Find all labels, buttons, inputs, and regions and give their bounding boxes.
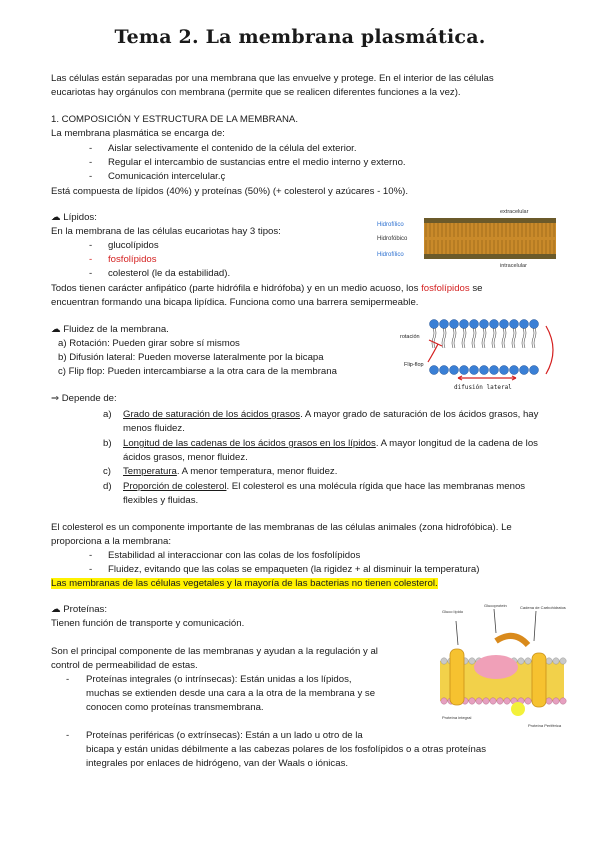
speaker-icon: ☁ (51, 212, 61, 223)
fluidity-item-rotation: a) Rotación: Pueden girar sobre sí mismos (58, 338, 240, 349)
mosaic-head (490, 698, 496, 704)
phospholipid-tail (512, 328, 516, 348)
speaker-icon: ☁ (51, 604, 61, 615)
phospholipid-head (480, 366, 489, 375)
phospholipid-head (490, 366, 499, 375)
mosaic-head (546, 698, 552, 704)
phospholipid-head (470, 320, 479, 329)
phospholipid-head (490, 320, 499, 329)
phospholipid-head (430, 366, 439, 375)
lipid-type-phospholipids: fosfolípidos (108, 254, 157, 265)
lipids-lead: En la membrana de las células eucariotas hay 3 tipos: (51, 226, 281, 237)
depends-marker-d: d) (103, 481, 112, 492)
peripheral-protein (511, 702, 525, 716)
bullet-dash: - (66, 674, 70, 685)
phospholipid-head (450, 320, 459, 329)
protein-top (496, 636, 528, 645)
cholesterol-highlight: Las membranas de las células vegetales y la mayoría de las bacterias no tienen colesterol. (51, 578, 438, 589)
bullet-dash: - (89, 157, 93, 168)
mosaic-head (560, 658, 566, 664)
mosaic-head (553, 658, 559, 664)
phospholipid-head (480, 320, 489, 329)
page-title: Tema 2. La membrana plasmática. (114, 26, 486, 48)
hidrofobico-label: Hidrofóbico (377, 236, 408, 242)
bullet-dash: - (89, 143, 93, 154)
extracelular-label: extracelular (500, 209, 529, 215)
intro-line-2: eucariotas hay orgánulos con membrana (permite que se realicen diferentes funciones a la vez). (51, 87, 461, 98)
phospholipid-head (440, 366, 449, 375)
protein-pink (474, 655, 518, 679)
integral-proteins-line-3: conocen como proteínas transmembrana. (86, 702, 264, 713)
mosaic-head (441, 698, 447, 704)
phospholipid-tail (532, 328, 536, 348)
bullet-dash: - (89, 268, 93, 279)
bilayer-heads-top (424, 218, 556, 223)
phospholipid-tail (502, 328, 506, 348)
phospholipid-head (510, 320, 519, 329)
hidrofilico-top-label: Hidrofílico (377, 222, 404, 228)
flipflop-label: Flip-flop (404, 362, 424, 368)
protein-integral-left (450, 649, 464, 705)
proteins-line-1: Tienen función de transporte y comunicación. (51, 618, 245, 629)
depends-item-length-cont: ácidos grasos, menor fluidez. (123, 452, 248, 463)
fluid-mosaic-figure (436, 601, 568, 731)
bullet-dash: - (89, 550, 93, 561)
cholesterol-line-2: proporciona a la membrana: (51, 536, 171, 547)
mosaic-head (525, 658, 531, 664)
phospholipid-tail (492, 328, 496, 348)
mosaic-head (441, 658, 447, 664)
phospholipid-tail (522, 328, 526, 348)
mosaic-head (525, 698, 531, 704)
composition-text: Está compuesta de lípidos (40%) y proteínas (50%) (+ colesterol y azúcares - 10%). (51, 186, 408, 197)
cholesterol-line-1: El colesterol es un componente importante de las membranas de las células animales (zona hidrofóbica). Le (51, 522, 512, 533)
membrane-functions-lead: La membrana plasmática se encarga de: (51, 128, 225, 139)
phospholipid-head (460, 320, 469, 329)
mosaic-head (504, 698, 510, 704)
mosaic-head (497, 698, 503, 704)
depends-item-saturation: Grado de saturación de los ácidos grasos. A mayor grado de saturación de los ácidos grasos, hay (123, 409, 539, 420)
fluidity-item-flipflop: c) Flip flop: Pueden intercambiarse a la otra cara de la membrana (58, 366, 337, 377)
proteins-heading: ☁ Proteínas: (51, 604, 107, 615)
lipid-type: glucolípidos (108, 240, 159, 251)
peripheral-proteins-line-1: Proteínas periféricas (o extrínsecas): Están a un lado u otro de la (86, 730, 363, 741)
phospholipid-head (520, 320, 529, 329)
phospholipid-tail (462, 328, 466, 348)
mosaic-head (469, 658, 475, 664)
depends-marker-b: b) (103, 438, 112, 449)
bilayer-heads-bottom (424, 254, 556, 259)
cholesterol-item: Fluidez, evitando que las colas se empaqueten (la rigidez + al disminuir la temperatura) (108, 564, 480, 575)
phospholipid-head (520, 366, 529, 375)
difusion-lateral-label: difusión lateral (454, 384, 512, 391)
arrow-icon: ⇒ (51, 393, 60, 404)
depends-item-cholesterol: Proporción de colesterol. El colesterol es una molécula rígida que hace las membranas menos (123, 481, 526, 492)
function-item: Regular el intercambio de sustancias entre el medio interno y externo. (108, 157, 406, 168)
mosaic-head (553, 698, 559, 704)
side-arrow (546, 326, 553, 374)
peripheral-proteins-line-2: bicapa y están unidas débilmente a las cabezas polares de los fosfolípidos o a otras proteínas (86, 744, 486, 755)
depends-item-length: Longitud de las cadenas de los ácidos grasos en los lípidos. A mayor longitud de la cadena de los (123, 438, 538, 449)
glucolipido-label: Gluco lípido (442, 609, 464, 614)
phospholipid-head (450, 366, 459, 375)
depends-item-temperature: Temperatura. A menor temperatura, menor fluidez. (123, 466, 338, 477)
protein-integral-right (532, 653, 546, 707)
fluidity-heading: ☁ Fluidez de la membrana. (51, 324, 169, 335)
mosaic-head (546, 658, 552, 664)
lipid-bilayer-figure (372, 206, 568, 270)
rotacion-label: rotación (400, 334, 420, 340)
phospholipid-tail (452, 328, 456, 348)
mosaic-head (560, 698, 566, 704)
phospholipid-head (500, 320, 509, 329)
proteins-paragraph-line-2: control de permeabilidad de estas. (51, 660, 198, 671)
rotation-arrow (429, 340, 442, 346)
function-item: Aislar selectivamente el contenido de la célula del exterior. (108, 143, 357, 154)
lipids-paragraph-line-1: Todos tienen carácter anfipático (parte hidrófila e hidrófoba) y en un medio acuoso, los fosfolípidos se (51, 283, 483, 294)
phospholipid-head (530, 320, 539, 329)
bullet-dash: - (89, 171, 93, 182)
mosaic-head (483, 698, 489, 704)
depends-marker-c: c) (103, 466, 111, 477)
lipids-heading: ☁ Lípidos: (51, 212, 97, 223)
phospholipid-tail (482, 328, 486, 348)
phospholipid-head (440, 320, 449, 329)
speaker-icon: ☁ (51, 324, 61, 335)
phospholipid-tail (442, 328, 446, 348)
function-item: Comunicación intercelular.ç (108, 171, 226, 182)
bullet-dash: - (89, 254, 93, 265)
cadena-label: Cadena de Carbohidratos (520, 605, 566, 610)
cholesterol-item: Estabilidad al interaccionar con las colas de los fosfolípidos (108, 550, 361, 561)
peripheral-proteins-line-3: integrales por enlaces de hidrógeno, van der Waals o iónicas. (86, 758, 349, 769)
lipids-paragraph-line-2: encuentran formando una bicapa lipídica. Funciona como una barrera semipermeable. (51, 297, 419, 308)
integral-proteins-line-2: muchas se extienden desde una cara a la otra de la membrana y se (86, 688, 376, 699)
prot-periferica-label: Proteína Periférica (528, 723, 562, 728)
bullet-dash: - (66, 730, 70, 741)
phospholipid-head (500, 366, 509, 375)
depends-item-cholesterol-cont: flexibles y fluidas. (123, 495, 199, 506)
mosaic-head (469, 698, 475, 704)
depends-heading: ⇒ Depende de: (51, 393, 117, 404)
depends-marker-a: a) (103, 409, 112, 420)
fluidity-item-lateral: b) Difusión lateral: Pueden moverse lateralmente por la bicapa (58, 352, 324, 363)
phospholipid-head (510, 366, 519, 375)
prot-integral-label: Proteína integral (442, 715, 472, 720)
phospholipid-heads (430, 320, 539, 375)
mosaic-head (476, 698, 482, 704)
phospholipid-head (460, 366, 469, 375)
phospholipid-head (430, 320, 439, 329)
phospholipid-head (470, 366, 479, 375)
intracelular-label: intracelular (500, 263, 527, 269)
membrane-fluidity-figure (398, 316, 570, 384)
intro-line-1: Las células están separadas por una membrana que las envuelve y protege. En el interior de las células (51, 73, 494, 84)
phospholipid-tail (472, 328, 476, 348)
section-heading-composition: 1. COMPOSICIÓN Y ESTRUCTURA DE LA MEMBRANA. (51, 114, 299, 125)
bullet-dash: - (89, 564, 93, 575)
depends-item-saturation-cont: menos fluidez. (123, 423, 185, 434)
lipid-type: colesterol (le da estabilidad). (108, 268, 231, 279)
flipflop-arrow (428, 344, 438, 362)
integral-proteins-line-1: Proteínas integrales (o intrínsecas): Están unidas a los lípidos, (86, 674, 352, 685)
glucoproteina-label: Glucoprotein (484, 603, 507, 608)
phospholipid-tail (432, 328, 436, 348)
bullet-dash: - (89, 240, 93, 251)
hidrofilico-bottom-label: Hidrofílico (377, 252, 404, 258)
proteins-paragraph-line-1: Son el principal componente de las membranas y ayudan a la regulación y al (51, 646, 378, 657)
mosaic-head (518, 658, 524, 664)
phospholipid-head (530, 366, 539, 375)
